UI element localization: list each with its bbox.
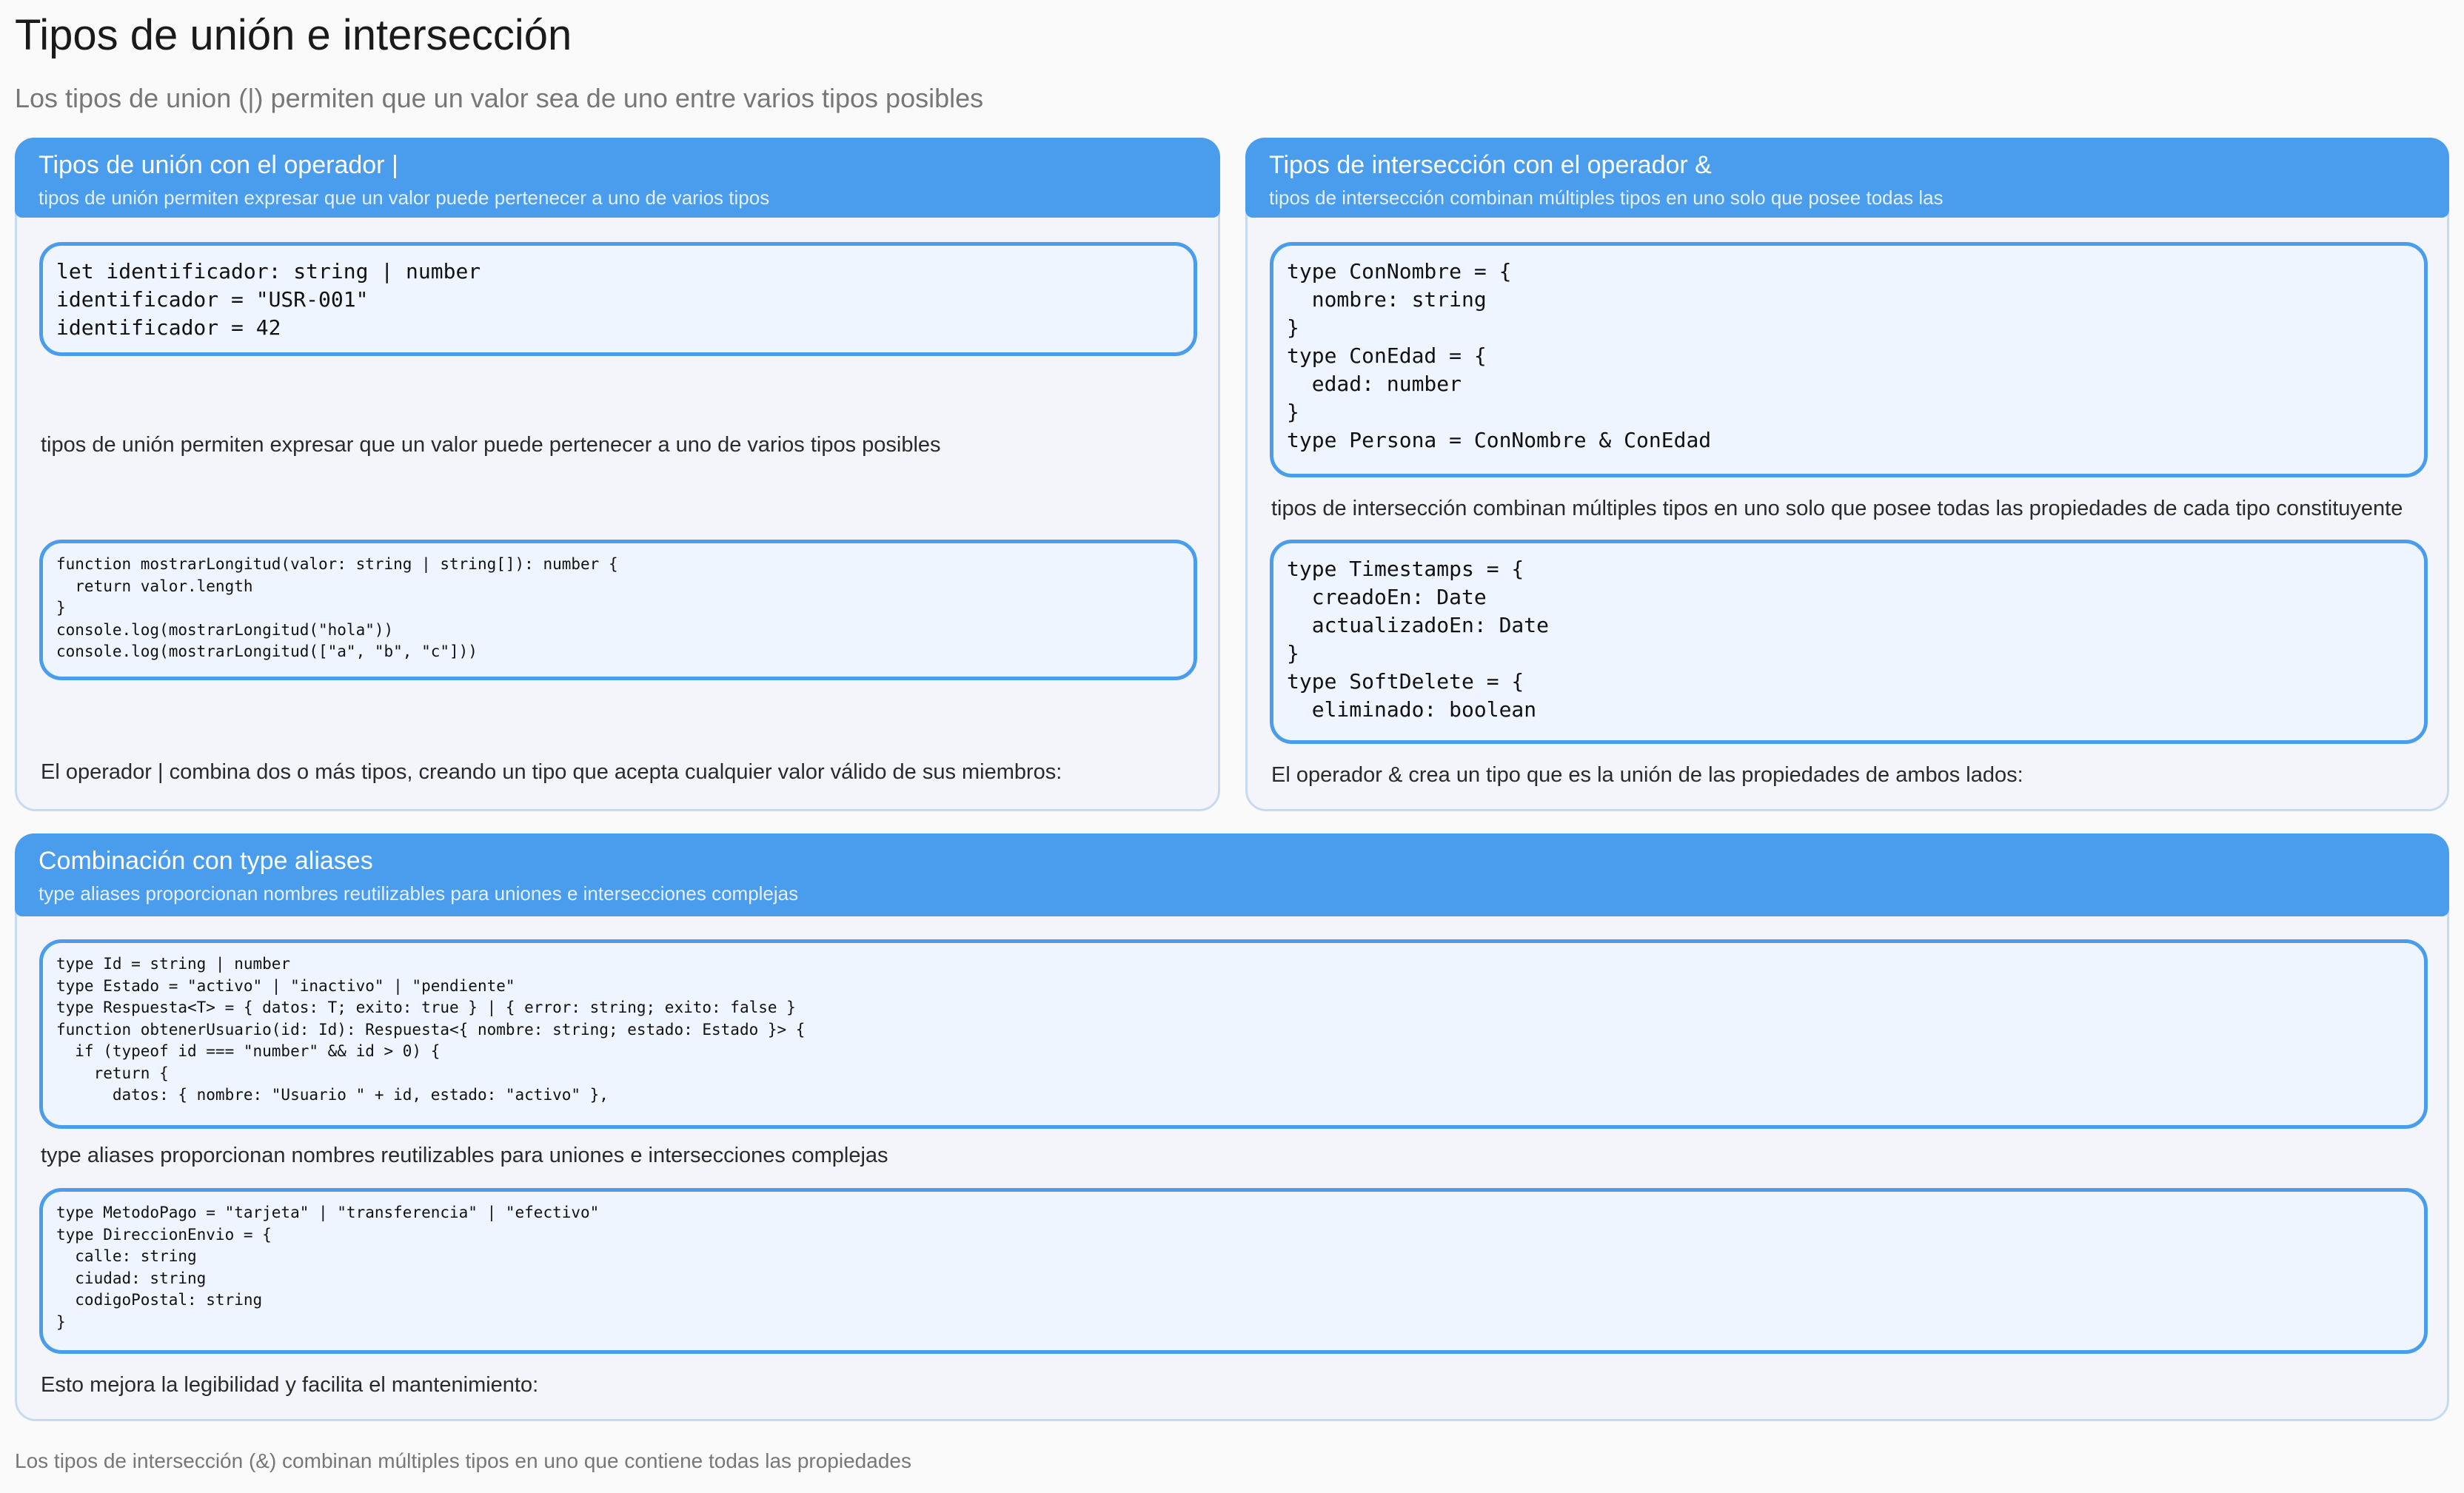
union-text-2: El operador | combina dos o más tipos, creando un tipo que acepta cualquier valor válido de sus miembros: bbox=[41, 760, 1062, 784]
union-code-block-2: function mostrarLongitud(valor: string | string[]): number { return valor.length } console.log(mostrarLongitud("hola")) console.log(mostrarLongitud(["a", "b", "c"])) bbox=[39, 540, 1197, 680]
intersection-card-title: Tipos de intersección con el operador & bbox=[1269, 151, 1712, 179]
intersection-card bbox=[1245, 138, 2449, 811]
intersection-card-header bbox=[1245, 138, 2449, 218]
page-title: Tipos de unión e intersección bbox=[15, 11, 572, 59]
intersection-code-block-1: type ConNombre = { nombre: string } type ConEdad = { edad: number } type Persona = ConNombre & ConEdad bbox=[1270, 242, 2428, 477]
intersection-code-block-2: type Timestamps = { creadoEn: Date actualizadoEn: Date } type SoftDelete = { eliminado: boolean bbox=[1270, 540, 2428, 744]
union-text-1: tipos de unión permiten expresar que un valor puede pertenecer a uno de varios tipos posibles bbox=[41, 433, 941, 457]
alias-card bbox=[15, 833, 2449, 1421]
union-card-title: Tipos de unión con el operador | bbox=[38, 151, 398, 179]
intersection-card-description: tipos de intersección combinan múltiples tipos en uno solo que posee todas las bbox=[1269, 187, 1944, 209]
intersection-text-2: El operador & crea un tipo que es la unión de las propiedades de ambos lados: bbox=[1271, 763, 2023, 787]
alias-text-1: type aliases proporcionan nombres reutilizables para uniones e intersecciones complejas bbox=[41, 1144, 888, 1167]
alias-text-2: Esto mejora la legibilidad y facilita el mantenimiento: bbox=[41, 1373, 539, 1397]
alias-code-block-2: type MetodoPago = "tarjeta" | "transferencia" | "efectivo" type DireccionEnvio = { calle: string ciudad: string codigoPostal: string } bbox=[39, 1188, 2428, 1354]
alias-card-description: type aliases proporcionan nombres reutilizables para uniones e intersecciones complejas bbox=[38, 882, 799, 905]
alias-code-block-1: type Id = string | number type Estado = "activo" | "inactivo" | "pendiente" type Respuesta<T> = { datos: T; exito: true } | { error: string; exito: false } function obtenerUsuario(id: Id): Respuesta<{ nombre: string; estado: Estado }> { if (typeof id === "number" && id > 0) { return { datos: { nombre: "Usuario " + id, estado: "activo" }, bbox=[39, 939, 2428, 1129]
intersection-text-1: tipos de intersección combinan múltiples tipos en uno solo que posee todas las propiedades de cada tipo constituyente bbox=[1271, 497, 2403, 520]
union-card bbox=[15, 138, 1220, 811]
alias-card-header bbox=[15, 833, 2449, 916]
page-subtitle: Los tipos de union (|) permiten que un valor sea de uno entre varios tipos posibles bbox=[15, 83, 984, 113]
union-card-header bbox=[15, 138, 1220, 218]
union-card-description: tipos de unión permiten expresar que un valor puede pertenecer a uno de varios tipos bbox=[38, 187, 770, 209]
alias-card-title: Combinación con type aliases bbox=[38, 847, 373, 875]
page-footer: Los tipos de intersección (&) combinan múltiples tipos en uno que contiene todas las propiedades bbox=[15, 1449, 911, 1472]
union-code-block-1: let identificador: string | number identificador = "USR-001" identificador = 42 bbox=[39, 242, 1197, 356]
